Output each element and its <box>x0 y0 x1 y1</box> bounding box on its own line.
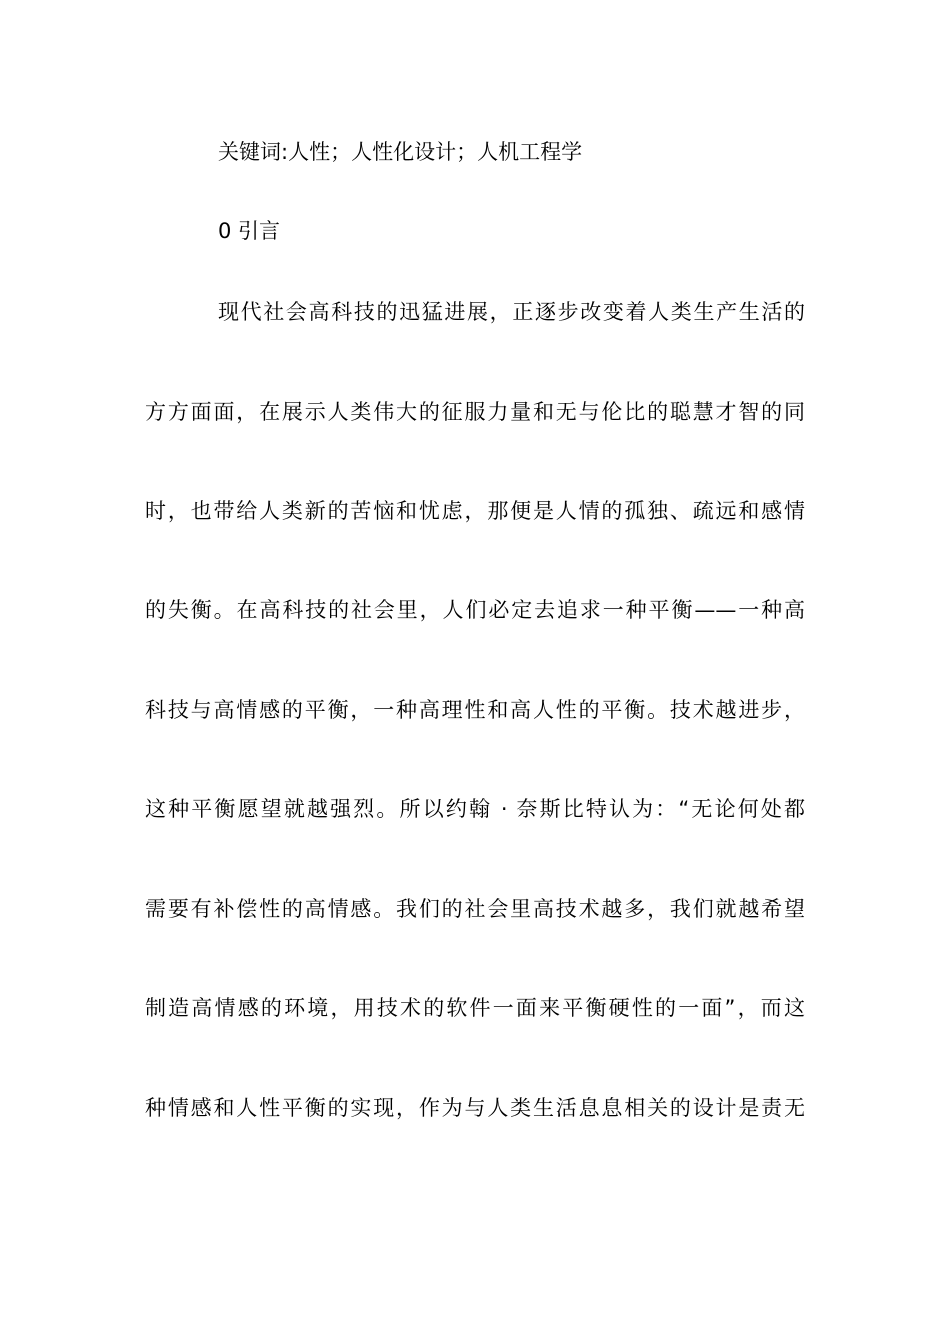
paragraph-line: 科技与高情感的平衡，一种高理性和高人性的平衡。技术越进步， <box>145 698 805 722</box>
paragraph-line: 制造高情感的环境，用技术的软件一面来平衡硬性的一面”，而这 <box>145 996 805 1020</box>
paragraph-line: 时，也带给人类新的苦恼和忧虑，那便是人情的孤独、疏远和感情 <box>145 499 805 523</box>
paragraph-line: 现代社会高科技的迅猛进展，正逐步改变着人类生产生活的 <box>218 300 805 324</box>
keywords-line: 关键词:人性；人性化设计；人机工程学 <box>218 140 583 164</box>
paragraph-line: 这种平衡愿望就越强烈。所以约翰 · 奈斯比特认为：“无论何处都 <box>145 797 805 821</box>
paragraph-line: 种情感和人性平衡的实现，作为与人类生活息息相关的设计是责无 <box>145 1096 805 1120</box>
paragraph-line: 方方面面，在展示人类伟大的征服力量和无与伦比的聪慧才智的同 <box>145 400 805 424</box>
paragraph-line: 的失衡。在高科技的社会里，人们必定去追求一种平衡——一种高 <box>145 598 805 622</box>
paragraph-line: 需要有补偿性的高情感。我们的社会里高技术越多，我们就越希望 <box>145 897 805 921</box>
section-heading: 0 引言 <box>218 219 281 243</box>
